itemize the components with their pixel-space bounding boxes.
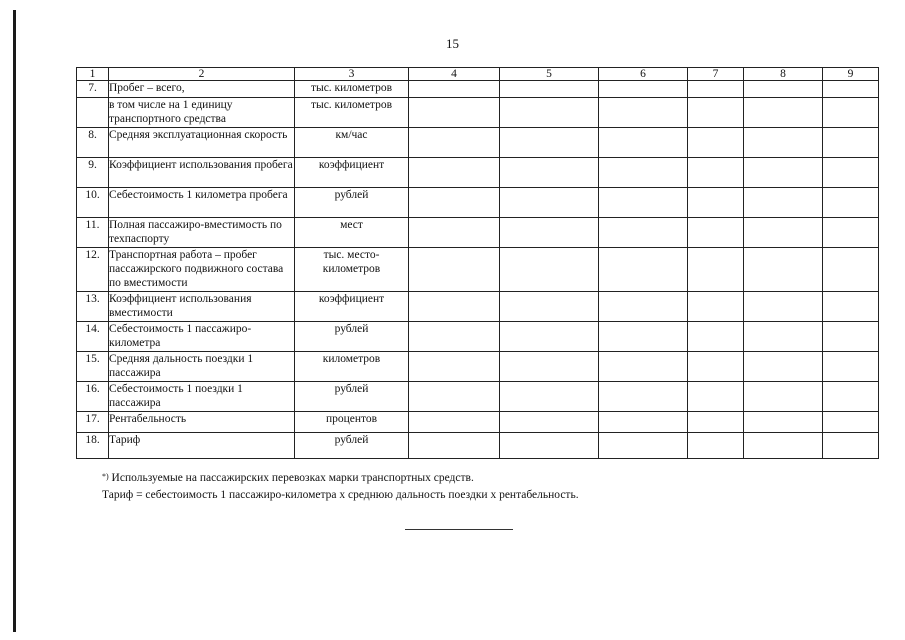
data-cell	[823, 98, 879, 128]
data-cell	[744, 128, 823, 158]
data-cell	[409, 382, 500, 412]
data-cell	[823, 322, 879, 352]
data-cell	[500, 218, 599, 248]
data-cell	[744, 248, 823, 292]
data-cell	[688, 352, 744, 382]
data-cell	[409, 322, 500, 352]
data-cell	[409, 248, 500, 292]
data-cell	[599, 188, 688, 218]
data-cell	[409, 433, 500, 459]
indicator-name: в том числе на 1 единицу транспортного средства	[109, 98, 295, 128]
indicator-name: Тариф	[109, 433, 295, 459]
row-number: 10.	[77, 188, 109, 218]
indicator-name: Коэффициент использования пробега	[109, 158, 295, 188]
data-cell	[688, 292, 744, 322]
header-cell: 8	[744, 68, 823, 81]
data-cell	[688, 248, 744, 292]
unit-of-measure: рублей	[295, 188, 409, 218]
data-cell	[744, 218, 823, 248]
data-cell	[500, 158, 599, 188]
table-row	[77, 128, 879, 158]
data-cell	[599, 81, 688, 98]
data-cell	[599, 98, 688, 128]
data-cell	[409, 292, 500, 322]
data-cell	[823, 382, 879, 412]
data-cell	[500, 352, 599, 382]
data-cell	[599, 292, 688, 322]
footnote-line-1	[102, 470, 579, 487]
footnote	[102, 470, 579, 504]
data-cell	[744, 98, 823, 128]
data-cell	[409, 412, 500, 433]
data-cell	[500, 98, 599, 128]
indicator-name: Себестоимость 1 поездки 1 пассажира	[109, 382, 295, 412]
data-cell	[500, 128, 599, 158]
data-cell	[599, 218, 688, 248]
data-cell	[599, 248, 688, 292]
data-cell	[409, 352, 500, 382]
data-cell	[409, 158, 500, 188]
data-cell	[744, 382, 823, 412]
data-cell	[599, 412, 688, 433]
table-row	[77, 158, 879, 188]
data-cell	[409, 128, 500, 158]
data-cell	[409, 81, 500, 98]
unit-of-measure: коэффициент	[295, 158, 409, 188]
data-cell	[688, 322, 744, 352]
indicator-name: Полная пассажиро-вместимость по техпаспорту	[109, 218, 295, 248]
data-cell	[500, 292, 599, 322]
unit-of-measure: тыс. километров	[295, 81, 409, 98]
table-row	[77, 98, 879, 128]
header-cell: 7	[688, 68, 744, 81]
header-cell: 1	[77, 68, 109, 81]
data-cell	[500, 188, 599, 218]
header-cell: 5	[500, 68, 599, 81]
data-cell	[599, 128, 688, 158]
footnote-text-1: Используемые на пассажирских перевозках марки транспортных средств.	[111, 472, 474, 484]
page-number: 15	[446, 36, 459, 51]
report-table	[76, 67, 879, 459]
data-cell	[409, 218, 500, 248]
data-cell	[688, 433, 744, 459]
unit-of-measure: тыс. место-километров	[295, 248, 409, 292]
footer-rule	[405, 529, 513, 530]
indicator-name: Рентабельность	[109, 412, 295, 433]
data-cell	[744, 412, 823, 433]
data-cell	[688, 81, 744, 98]
data-cell	[744, 158, 823, 188]
table-row	[77, 382, 879, 412]
table-row	[77, 322, 879, 352]
data-cell	[599, 322, 688, 352]
header-cell: 9	[823, 68, 879, 81]
data-cell	[823, 412, 879, 433]
footnote-line-2: Тариф = себестоимость 1 пассажиро-километра х среднюю дальность поездки х рентабельность.	[102, 489, 579, 501]
data-cell	[823, 433, 879, 459]
data-cell	[409, 98, 500, 128]
header-cell: 3	[295, 68, 409, 81]
data-cell	[823, 158, 879, 188]
indicator-name: Средняя дальность поездки 1 пассажира	[109, 352, 295, 382]
unit-of-measure: тыс. километров	[295, 98, 409, 128]
unit-of-measure: процентов	[295, 412, 409, 433]
data-cell	[823, 188, 879, 218]
data-cell	[688, 158, 744, 188]
row-number: 16.	[77, 382, 109, 412]
data-cell	[744, 81, 823, 98]
row-number: 8.	[77, 128, 109, 158]
table-row	[77, 412, 879, 433]
table-row	[77, 188, 879, 218]
unit-of-measure: км/час	[295, 128, 409, 158]
data-cell	[823, 218, 879, 248]
data-cell	[688, 98, 744, 128]
row-number: 17.	[77, 412, 109, 433]
table-row	[77, 352, 879, 382]
data-cell	[688, 412, 744, 433]
row-number: 14.	[77, 322, 109, 352]
indicator-name: Пробег – всего,	[109, 81, 295, 98]
data-cell	[500, 382, 599, 412]
data-cell	[823, 352, 879, 382]
data-cell	[823, 248, 879, 292]
header-row	[77, 68, 879, 81]
data-cell	[823, 292, 879, 322]
data-cell	[744, 188, 823, 218]
table-row	[77, 248, 879, 292]
data-cell	[688, 218, 744, 248]
indicator-name: Себестоимость 1 километра пробега	[109, 188, 295, 218]
data-cell	[500, 248, 599, 292]
indicator-name: Себестоимость 1 пассажиро-километра	[109, 322, 295, 352]
data-cell	[688, 128, 744, 158]
row-number: 13.	[77, 292, 109, 322]
indicator-name: Коэффициент использования вместимости	[109, 292, 295, 322]
unit-of-measure: рублей	[295, 322, 409, 352]
row-number: 12.	[77, 248, 109, 292]
table-row	[77, 218, 879, 248]
footnote-marker: *)	[102, 472, 109, 481]
data-cell	[500, 412, 599, 433]
table-row	[77, 433, 879, 459]
header-cell: 2	[109, 68, 295, 81]
data-cell	[500, 433, 599, 459]
row-number: 9.	[77, 158, 109, 188]
unit-of-measure: коэффициент	[295, 292, 409, 322]
row-number: 15.	[77, 352, 109, 382]
data-cell	[823, 128, 879, 158]
data-cell	[599, 352, 688, 382]
row-number: 7.	[77, 81, 109, 98]
data-cell	[599, 382, 688, 412]
unit-of-measure: километров	[295, 352, 409, 382]
data-cell	[744, 292, 823, 322]
data-cell	[599, 433, 688, 459]
row-number	[77, 98, 109, 128]
unit-of-measure: рублей	[295, 433, 409, 459]
header-cell: 4	[409, 68, 500, 81]
indicator-name: Транспортная работа – пробег пассажирского подвижного состава по вместимости	[109, 248, 295, 292]
header-cell: 6	[599, 68, 688, 81]
unit-of-measure: рублей	[295, 382, 409, 412]
row-number: 11.	[77, 218, 109, 248]
scan-edge-line	[13, 10, 16, 632]
indicator-name: Средняя эксплуатационная скорость	[109, 128, 295, 158]
unit-of-measure: мест	[295, 218, 409, 248]
data-cell	[744, 352, 823, 382]
data-cell	[688, 382, 744, 412]
data-cell	[823, 81, 879, 98]
table-row	[77, 292, 879, 322]
data-cell	[409, 188, 500, 218]
data-cell	[688, 188, 744, 218]
data-cell	[500, 81, 599, 98]
row-number: 18.	[77, 433, 109, 459]
data-cell	[744, 433, 823, 459]
data-cell	[599, 158, 688, 188]
data-cell	[500, 322, 599, 352]
data-cell	[744, 322, 823, 352]
table-row	[77, 81, 879, 98]
